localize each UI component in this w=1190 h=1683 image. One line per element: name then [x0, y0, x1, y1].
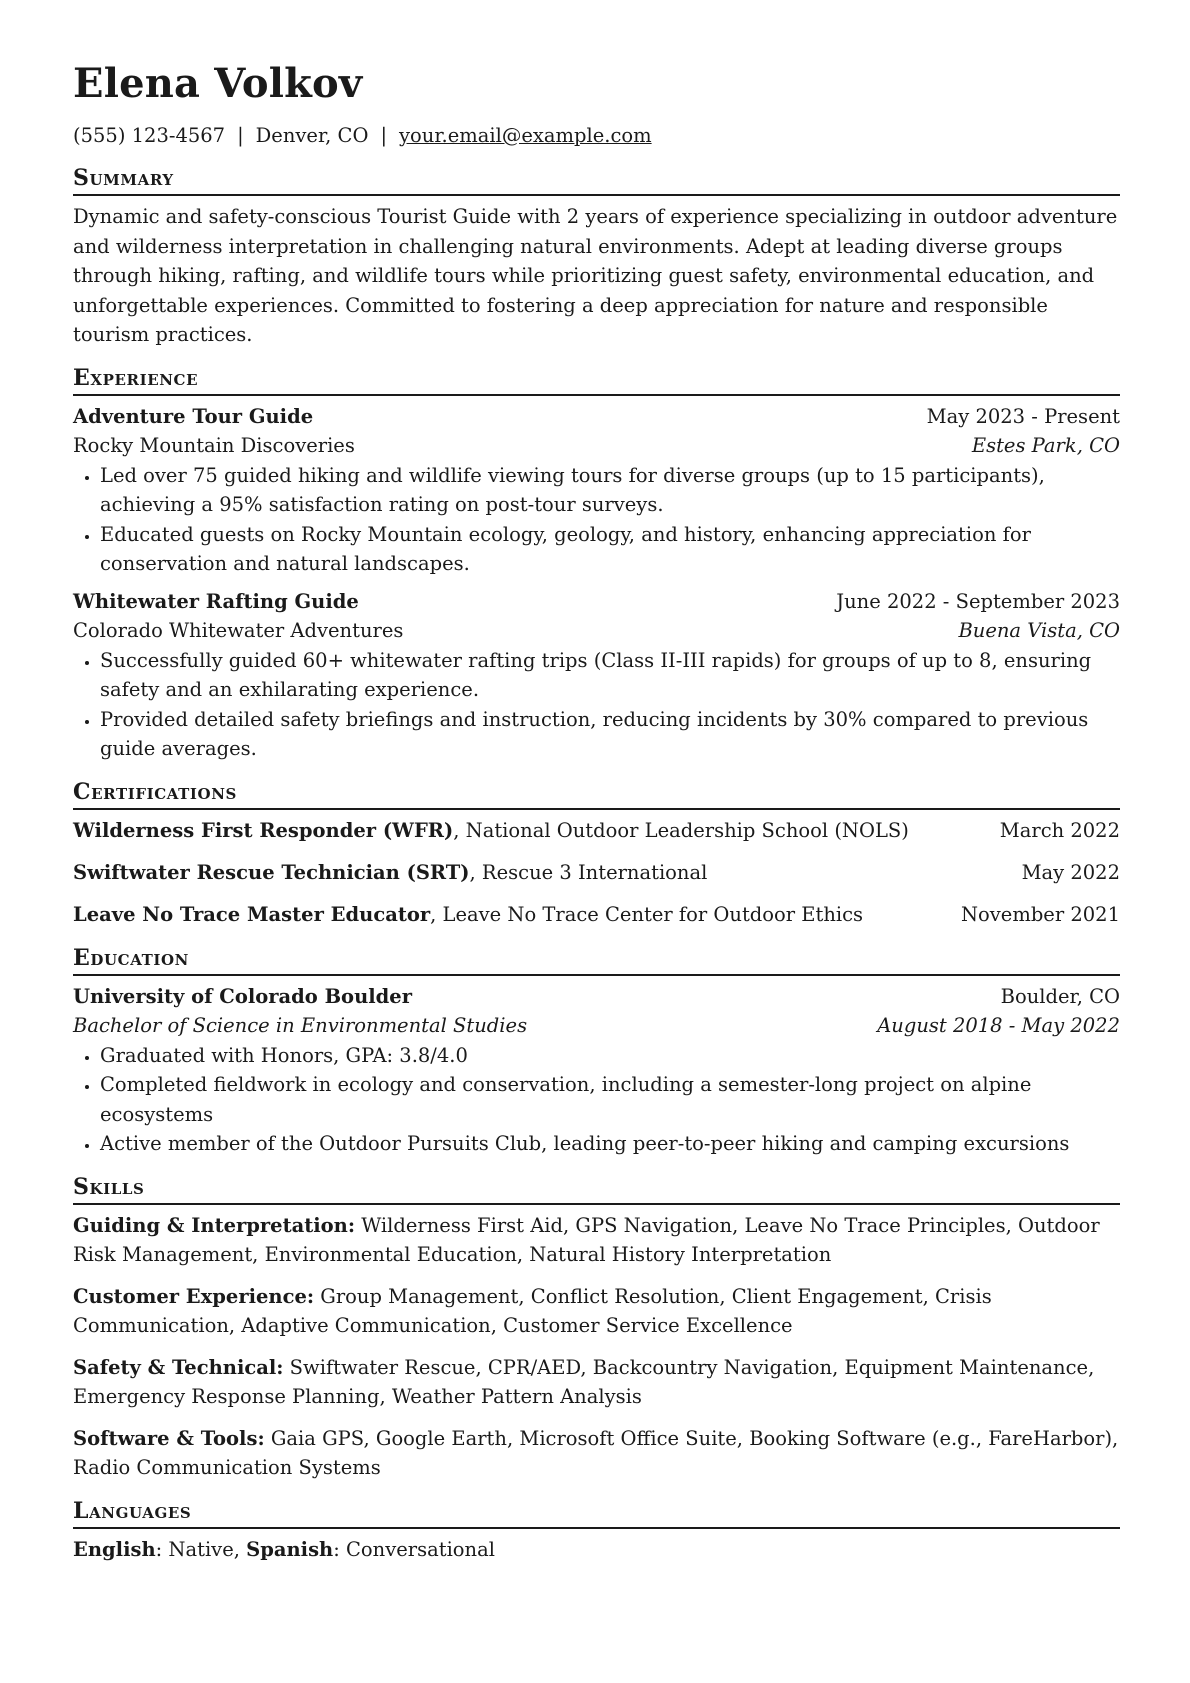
certifications-section	[73, 778, 1120, 930]
job-location: Buena Vista, CO	[958, 619, 1120, 642]
contact-line	[73, 122, 1120, 150]
summary-text: Dynamic and safety-conscious Tourist Guide with 2 years of experience specializing in outdoor adventure and wilderness interpretation in challenging natural environments. Adept at leading diverse groups through hiking, rafting, and wildlife tours while prioritizing guest safety, environmental education, and unforgettable experiences. Committed to fostering a deep appreciation for nature and responsible tourism practices.	[73, 205, 1118, 346]
job-dates: June 2022 - September 2023	[836, 589, 1120, 613]
skill-group	[73, 1424, 1120, 1483]
skills-section	[73, 1173, 1120, 1483]
education-section	[73, 944, 1120, 1159]
skill-list: Swiftwater Rescue, CPR/AED, Backcountry Navigation, Equipment Maintenance, Emergency Response Planning, Weather Pattern Analysis	[73, 1355, 1095, 1408]
location: Denver, CO	[255, 124, 369, 147]
job-entry	[73, 402, 1120, 579]
education-bullets	[73, 1041, 1120, 1159]
section-title-skills: Skills	[73, 1173, 1120, 1205]
job-role: Adventure Tour Guide	[73, 404, 314, 428]
education-dates: August 2018 - May 2022	[877, 1014, 1120, 1037]
bullet-item: • Successfully guided 60+ whitewater rafting trips (Class II-III rapids) for groups of up to 8, ensuring safety and an exhilarating experience.	[100, 646, 1120, 705]
job-bullets	[73, 646, 1120, 764]
bullet-item: • Educated guests on Rocky Mountain ecology, geology, and history, enhancing appreciation for conservation and natural landscapes.	[100, 520, 1120, 579]
skill-group	[73, 1282, 1120, 1341]
job-location: Estes Park, CO	[971, 434, 1120, 457]
separator: |	[380, 124, 388, 147]
language-name: English	[73, 1537, 156, 1561]
section-title-summary: Summary	[73, 164, 1120, 196]
languages-line	[73, 1535, 1120, 1565]
certification-row	[73, 858, 1120, 888]
cert-issuer: , Rescue 3 International	[469, 860, 708, 884]
languages-section	[73, 1497, 1120, 1565]
certification-row	[73, 900, 1120, 930]
job-company: Colorado Whitewater Adventures	[73, 619, 404, 642]
summary-section	[73, 164, 1120, 350]
section-title-languages: Languages	[73, 1497, 1120, 1529]
cert-date: November 2021	[960, 902, 1120, 926]
skill-group	[73, 1211, 1120, 1270]
job-dates: May 2023 - Present	[926, 404, 1120, 428]
cert-name: Leave No Trace Master Educator	[73, 902, 431, 926]
job-entry	[73, 587, 1120, 764]
school-location: Boulder, CO	[1000, 984, 1120, 1008]
cert-issuer: , Leave No Trace Center for Outdoor Ethics	[430, 902, 864, 926]
skill-list: Group Management, Conflict Resolution, Client Engagement, Crisis Communication, Adaptive Communication, Customer Service Excellence	[73, 1284, 992, 1337]
section-title-certifications: Certifications	[73, 778, 1120, 810]
language-level: : Conversational	[333, 1537, 495, 1561]
cert-name: Swiftwater Rescue Technician (SRT)	[73, 860, 470, 884]
bullet-item: • Completed fieldwork in ecology and conservation, including a semester-long project on alpine ecosystems	[100, 1070, 1120, 1129]
degree: Bachelor of Science in Environmental Studies	[73, 1014, 528, 1037]
skill-list: Wilderness First Aid, GPS Navigation, Leave No Trace Principles, Outdoor Risk Management, Environmental Education, Natural History Interpretation	[73, 1213, 1100, 1266]
skill-list: Gaia GPS, Google Earth, Microsoft Office Suite, Booking Software (e.g., FareHarbor), Radio Communication Systems	[73, 1426, 1119, 1479]
skill-label: Software & Tools:	[73, 1426, 265, 1450]
separator: |	[237, 124, 244, 147]
email-link[interactable]: your.email@example.com	[399, 124, 652, 147]
certification-row	[73, 816, 1120, 846]
experience-section	[73, 364, 1120, 764]
bullet-item: • Led over 75 guided hiking and wildlife viewing tours for diverse groups (up to 15 participants), achieving a 95% satisfaction rating on post-tour surveys.	[100, 461, 1120, 520]
resume-page	[73, 58, 1120, 1578]
job-bullets	[73, 461, 1120, 579]
phone: (555) 123-4567	[73, 124, 226, 147]
cert-date: March 2022	[999, 818, 1120, 842]
job-company: Rocky Mountain Discoveries	[73, 434, 355, 457]
skill-label: Safety & Technical:	[73, 1355, 284, 1379]
school-name: University of Colorado Boulder	[73, 984, 412, 1008]
candidate-name: Elena Volkov	[73, 60, 363, 107]
cert-name: Wilderness First Responder (WFR)	[73, 818, 454, 842]
language-name: Spanish	[246, 1537, 334, 1561]
language-level: : Native,	[155, 1537, 247, 1561]
skill-label: Customer Experience:	[73, 1284, 315, 1308]
bullet-item: • Graduated with Honors, GPA: 3.8/4.0	[100, 1041, 1120, 1071]
bullet-item: • Provided detailed safety briefings and instruction, reducing incidents by 30% compared to previous guide averages.	[100, 705, 1120, 764]
skill-group	[73, 1353, 1120, 1412]
cert-date: May 2022	[1021, 860, 1120, 884]
job-role: Whitewater Rafting Guide	[73, 589, 359, 613]
section-title-education: Education	[73, 944, 1120, 976]
cert-issuer: , National Outdoor Leadership School (NOLS)	[453, 818, 909, 842]
section-title-experience: Experience	[73, 364, 1120, 396]
skill-label: Guiding & Interpretation:	[73, 1213, 356, 1237]
bullet-item: • Active member of the Outdoor Pursuits Club, leading peer-to-peer hiking and camping excursions	[100, 1129, 1120, 1159]
